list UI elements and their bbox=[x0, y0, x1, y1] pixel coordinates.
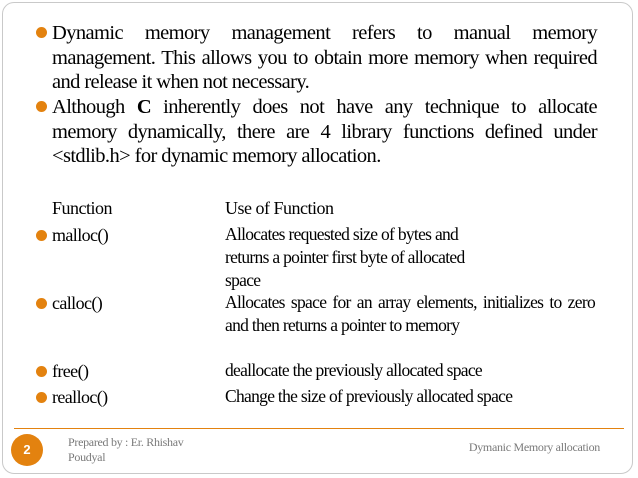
function-name-malloc: malloc() bbox=[52, 225, 109, 245]
bullet-2-text-end: inherently does not have any technique to allocate memory dynamically, there are 4 library functions defined under <stdlib.h> for dynamic memory allocation. bbox=[52, 96, 598, 167]
bullet-paragraph-1 bbox=[52, 21, 597, 95]
bullet-icon bbox=[36, 27, 47, 38]
function-name-calloc: calloc() bbox=[52, 293, 103, 313]
bullet-1-text: Dynamic memory management refers to manual memory management. This allows you to obtain more memory when required and release it when not necessary. bbox=[52, 22, 597, 93]
function-desc-calloc: Allocates space for an array elements, initializes to zero and then returns a pointer to memory bbox=[225, 292, 595, 335]
function-name-free: free() bbox=[52, 361, 89, 381]
function-name-realloc: realloc() bbox=[52, 387, 108, 407]
bullet-icon bbox=[36, 230, 47, 241]
page-number-badge: 2 bbox=[11, 434, 43, 466]
footer-title: Dymanic Memory allocation bbox=[468, 440, 600, 454]
column-header-use: Use of Function bbox=[225, 198, 334, 218]
footer-author: Prepared by : Er. Rhishav Poudyal bbox=[68, 435, 184, 464]
function-desc-malloc: Allocates requested size of bytes and returns a pointer first byte of allocated space bbox=[225, 224, 465, 290]
bullet-2-text-start: Although bbox=[52, 96, 137, 118]
bullet-icon bbox=[36, 392, 47, 403]
bullet-2-bold-text: C bbox=[136, 96, 152, 118]
function-desc-realloc: Change the size of previously allocated space bbox=[225, 386, 513, 406]
column-header-function: Function bbox=[52, 198, 113, 218]
bullet-icon bbox=[36, 366, 47, 377]
bullet-paragraph-2 bbox=[52, 95, 597, 169]
bullet-icon bbox=[36, 298, 47, 309]
footer-divider bbox=[14, 428, 624, 429]
function-desc-free: deallocate the previously allocated space bbox=[225, 360, 482, 380]
bullet-icon bbox=[36, 101, 47, 112]
